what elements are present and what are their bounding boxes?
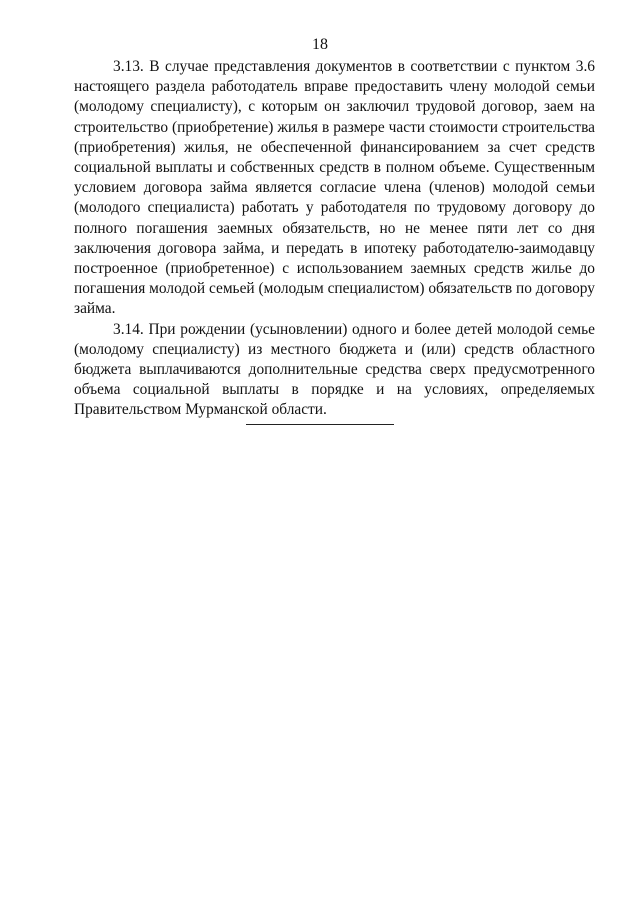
page-number: 18 (312, 36, 328, 53)
paragraph-3-14: 3.14. При рождении (усыновлении) одного и более детей молодой семье (молодому специалисту) из местного бюджета и (или) средств областного бюджета выплачиваются дополнительные средства сверх предусмотренного объема социальной выплаты в порядке и на условиях, определяемых Правительством Мурманской области. (74, 320, 595, 419)
end-divider-line (246, 424, 394, 425)
document-body (74, 57, 595, 421)
paragraph-3-13: 3.13. В случае представления документов в соответствии с пунктом 3.6 настоящего раздела работодатель вправе предоставить члену молодой семьи (молодому специалисту), с которым он заключил трудовой договор, заем на строительство (приобретение) жилья в размере части стоимости строительства (приобретения) жилья, не обеспеченной финансированием за счет средств социальной выплаты и собственных средств в полном объеме. Существенным условием договора займа является согласие члена (членов) молодой семьи (молодого специалиста) работать у работодателя по трудовому договору до полного погашения заемных обязательств, но не менее пяти лет со дня заключения договора займа, и передать в ипотеку работодателю-заимодавцу построенное (приобретенное) с использованием заемных средств жилье до погашения молодой семьей (молодым специалистом) обязательств по договору займа. (74, 58, 595, 318)
